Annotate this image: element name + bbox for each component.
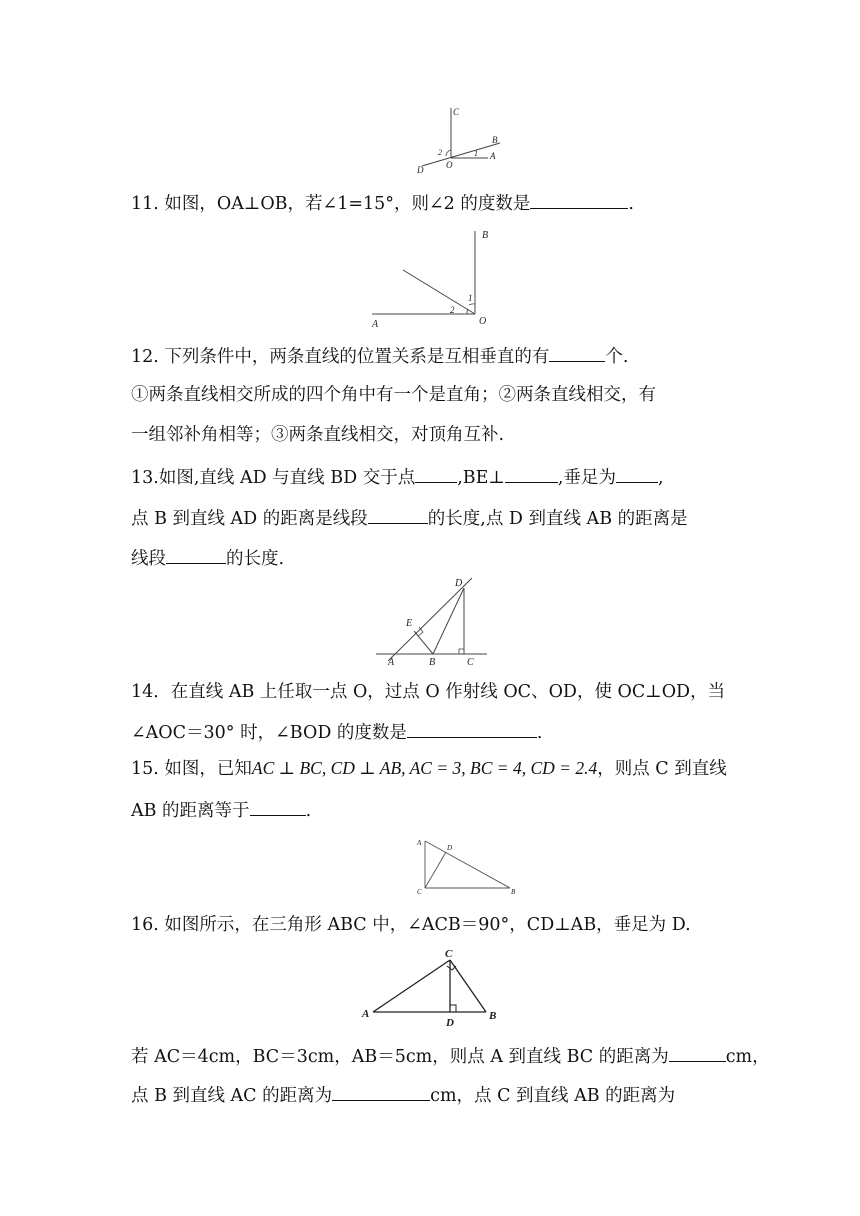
fig10-label-2: 2 [438, 148, 442, 157]
fig13-label-d: D [455, 578, 463, 589]
fig15-label-a: A [417, 839, 422, 847]
fig10-label-o: O [446, 160, 453, 170]
q14-line-1: 14．在直线 AB 上任取一点 O，过点 O 作射线 OC、OD，使 OC⊥OD，当 [131, 682, 726, 702]
fig13-label-e: E [406, 618, 413, 629]
fig10-label-d: D [417, 165, 424, 175]
fig11-label-o: O [479, 316, 487, 327]
fig15-label-b: B [511, 888, 516, 896]
fig13-label-c: C [467, 657, 474, 668]
q16-blank-1[interactable] [669, 1043, 726, 1062]
fig11-label-b: B [482, 230, 489, 241]
q15-line-2: AB 的距离等于 . [131, 797, 311, 822]
fig11-label-1: 1 [468, 293, 473, 303]
q14-line-2: ∠AOC＝30° 时，∠BOD 的度数是 . [131, 719, 543, 744]
q13-line-1: 13.如图,直线 AD 与直线 BD 交于点 ,BE⊥ ,垂足为 , [131, 464, 664, 489]
fig16-label-a: A [362, 1008, 370, 1020]
fig10-label-a: A [490, 151, 496, 161]
fig13-label-b: B [429, 657, 436, 668]
q15-math-expression: AC ⊥ BC, CD ⊥ AB, AC = 3, BC = 4, CD = 2.4 [251, 758, 598, 778]
q13-line-2: 点 B 到直线 AD 的距离是线段 的长度,点 D 到直线 AB 的距离是 [131, 505, 688, 530]
fig15-label-d: D [447, 844, 453, 852]
fig16-label-d: D [446, 1017, 454, 1029]
fig11-label-a: A [372, 319, 379, 330]
q16-line-1: 16. 如图所示，在三角形 ABC 中，∠ACB＝90°，CD⊥AB，垂足为 D. [131, 915, 691, 935]
fig11-label-2: 2 [450, 305, 455, 315]
fig10-label-b: B [492, 135, 498, 145]
q16-blank-2[interactable] [332, 1082, 430, 1101]
q13-line-3: 线段 的长度. [131, 545, 284, 570]
fig16-label-c: C [445, 948, 453, 960]
q15-line-1: 15. 如图，已知AC ⊥ BC, CD ⊥ AB, AC = 3, BC = 4, CD = 2.4，则点 C 到直线 [131, 758, 727, 779]
q12-line-2: ①两条直线相交所成的四个角中有一个是直角；②两条直线相交，有 [131, 385, 656, 405]
q12-line-1: 12. 下列条件中，两条直线的位置关系是互相垂直的有 个. [131, 343, 628, 368]
q16-line-3: 点 B 到直线 AC 的距离为 cm，点 C 到直线 AB 的距离为 [131, 1082, 675, 1107]
q16-line-2: 若 AC＝4cm，BC＝3cm，AB＝5cm，则点 A 到直线 BC 的距离为 cm， [131, 1043, 770, 1068]
fig15-label-c: C [417, 888, 422, 896]
q11-line-1: 11. 如图，OA⊥OB，若∠1=15°，则∠2 的度数是 . [131, 190, 634, 215]
fig10-label-c: C [453, 107, 460, 117]
fig13-label-a: A [388, 657, 395, 668]
q12-line-3: 一组邻补角相等；③两条直线相交，对顶角互补. [131, 425, 505, 445]
fig10-label-1: 1 [474, 149, 478, 158]
fig16-label-b: B [489, 1010, 497, 1022]
